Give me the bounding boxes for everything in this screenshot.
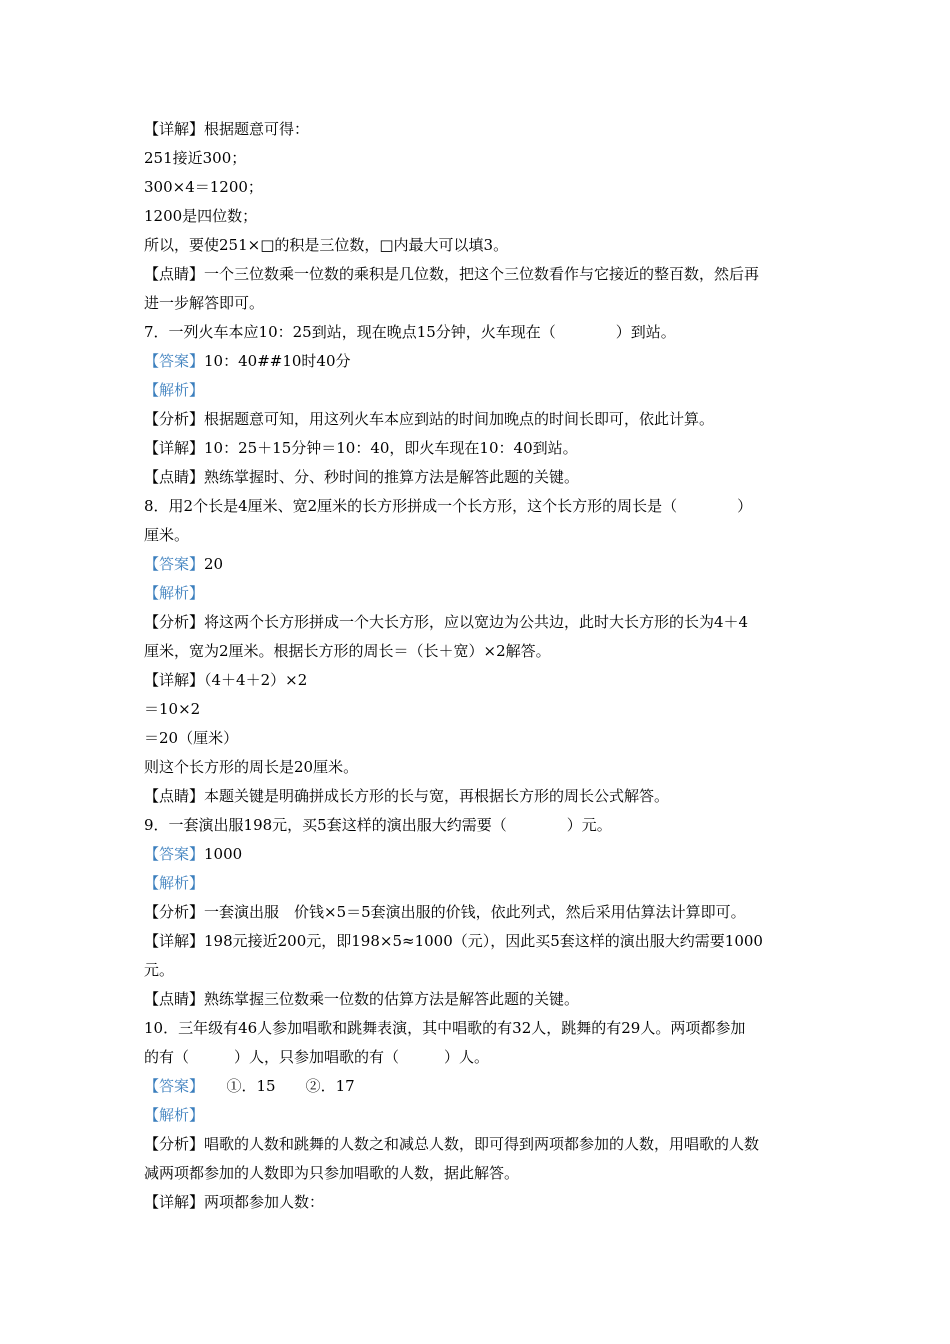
text-line: [144, 927, 814, 956]
line-text: 元。: [144, 961, 175, 979]
line-text: 【点睛】熟练掌握三位数乘一位数的估算方法是解答此题的关键。: [144, 990, 580, 1008]
line-text: 厘米，宽为2厘米。根据长方形的周长＝（长＋宽）×2解答。: [144, 642, 551, 660]
text-line: [144, 115, 814, 144]
text-line: [144, 521, 814, 550]
line-text: 进一步解答即可。: [144, 294, 265, 312]
line-text: 251接近300；: [144, 149, 247, 167]
line-text: ＝10×2: [144, 700, 201, 718]
line-text: 1000: [204, 845, 243, 863]
line-text: 1200是四位数；: [144, 207, 258, 225]
text-line: [144, 1043, 814, 1072]
text-line: [144, 1159, 814, 1188]
answer-label-line: [144, 550, 814, 579]
text-line: [144, 202, 814, 231]
text-line: [144, 492, 814, 521]
answer-label-line: [144, 347, 814, 376]
text-line: [144, 782, 814, 811]
line-text: 9．一套演出服198元，买5套这样的演出服大约需要（ ）元。: [144, 816, 612, 834]
text-line: [144, 463, 814, 492]
line-text: 的有（ ）人，只参加唱歌的有（ ）人。: [144, 1048, 490, 1066]
line-text: 减两项都参加的人数即为只参加唱歌的人数，据此解答。: [144, 1164, 520, 1182]
section-label: 【答案】: [144, 352, 205, 370]
text-line: [144, 811, 814, 840]
line-text: 厘米。: [144, 526, 190, 544]
line-text: 【分析】唱歌的人数和跳舞的人数之和减总人数，即可得到两项都参加的人数，用唱歌的人数: [144, 1135, 760, 1153]
text-line: [144, 898, 814, 927]
line-text: 【点睛】本题关键是明确拼成长方形的长与宽，再根据长方形的周长公式解答。: [144, 787, 670, 805]
text-line: [144, 666, 814, 695]
section-label: 【解析】: [144, 874, 205, 892]
text-line: [144, 318, 814, 347]
text-line: [144, 231, 814, 260]
text-line: [144, 637, 814, 666]
text-line: [144, 724, 814, 753]
text-line: [144, 173, 814, 202]
line-text: 则这个长方形的周长是20厘米。: [144, 758, 359, 776]
line-text: 8．用2个长是4厘米、宽2厘米的长方形拼成一个长方形，这个长方形的周长是（ ）: [144, 497, 753, 515]
text-line: [144, 405, 814, 434]
line-text: 【分析】一套演出服 价钱×5＝5套演出服的价钱，依此列式，然后采用估算法计算即可。: [144, 903, 746, 921]
text-line: [144, 1188, 814, 1217]
text-line: [144, 985, 814, 1014]
line-text: 【详解】根据题意可得：: [144, 120, 310, 138]
section-label: 【解析】: [144, 381, 205, 399]
text-line: [144, 260, 814, 289]
answer-label-line: [144, 1072, 814, 1101]
section-label: 【答案】: [144, 1077, 197, 1095]
line-text: 【分析】将这两个长方形拼成一个大长方形，应以宽边为公共边，此时大长方形的长为4＋4: [144, 613, 749, 631]
text-line: [144, 753, 814, 782]
line-text: 【详解】（4＋4＋2）×2: [144, 671, 308, 689]
line-text: 7．一列火车本应10：25到站，现在晚点15分钟，火车现在（ ）到站。: [144, 323, 676, 341]
section-label: 【答案】: [144, 845, 205, 863]
text-line: [144, 289, 814, 318]
line-text: 20: [204, 555, 224, 573]
text-line: [144, 1130, 814, 1159]
answer-label-line: [144, 869, 814, 898]
answer-label-line: [144, 1101, 814, 1130]
text-line: [144, 434, 814, 463]
answer-label-line: [144, 579, 814, 608]
text-line: [144, 608, 814, 637]
line-text: 【详解】198元接近200元，即198×5≈1000（元），因此买5套这样的演出服大约需要1000: [144, 932, 763, 950]
line-text: 【分析】根据题意可知，用这列火车本应到站的时间加晚点的时间长即可，依此计算。: [144, 410, 715, 428]
document-body: [144, 115, 814, 1217]
section-label: 【解析】: [144, 1106, 205, 1124]
line-text: 【详解】两项都参加人数：: [144, 1193, 325, 1211]
line-text: 10：40##10时40分: [204, 352, 351, 370]
answer-label-line: [144, 376, 814, 405]
text-line: [144, 956, 814, 985]
line-text: 【点睛】熟练掌握时、分、秒时间的推算方法是解答此题的关键。: [144, 468, 580, 486]
line-text: 所以，要使251×□的积是三位数，□内最大可以填3。: [144, 236, 509, 254]
line-text: 10．三年级有46人参加唱歌和跳舞表演，其中唱歌的有32人，跳舞的有29人。两项都参加: [144, 1019, 746, 1037]
line-text: ＝20（厘米）: [144, 729, 239, 747]
section-label: 【解析】: [144, 584, 205, 602]
line-text: 【详解】10：25＋15分钟＝10：40，即火车现在10：40到站。: [144, 439, 578, 457]
line-text: ①．15 ②．17: [196, 1077, 355, 1095]
section-label: 【答案】: [144, 555, 205, 573]
line-text: 300×4＝1200；: [144, 178, 263, 196]
text-line: [144, 144, 814, 173]
line-text: 【点睛】一个三位数乘一位数的乘积是几位数，把这个三位数看作与它接近的整百数，然后再: [144, 265, 760, 283]
text-line: [144, 695, 814, 724]
answer-label-line: [144, 840, 814, 869]
text-line: [144, 1014, 814, 1043]
